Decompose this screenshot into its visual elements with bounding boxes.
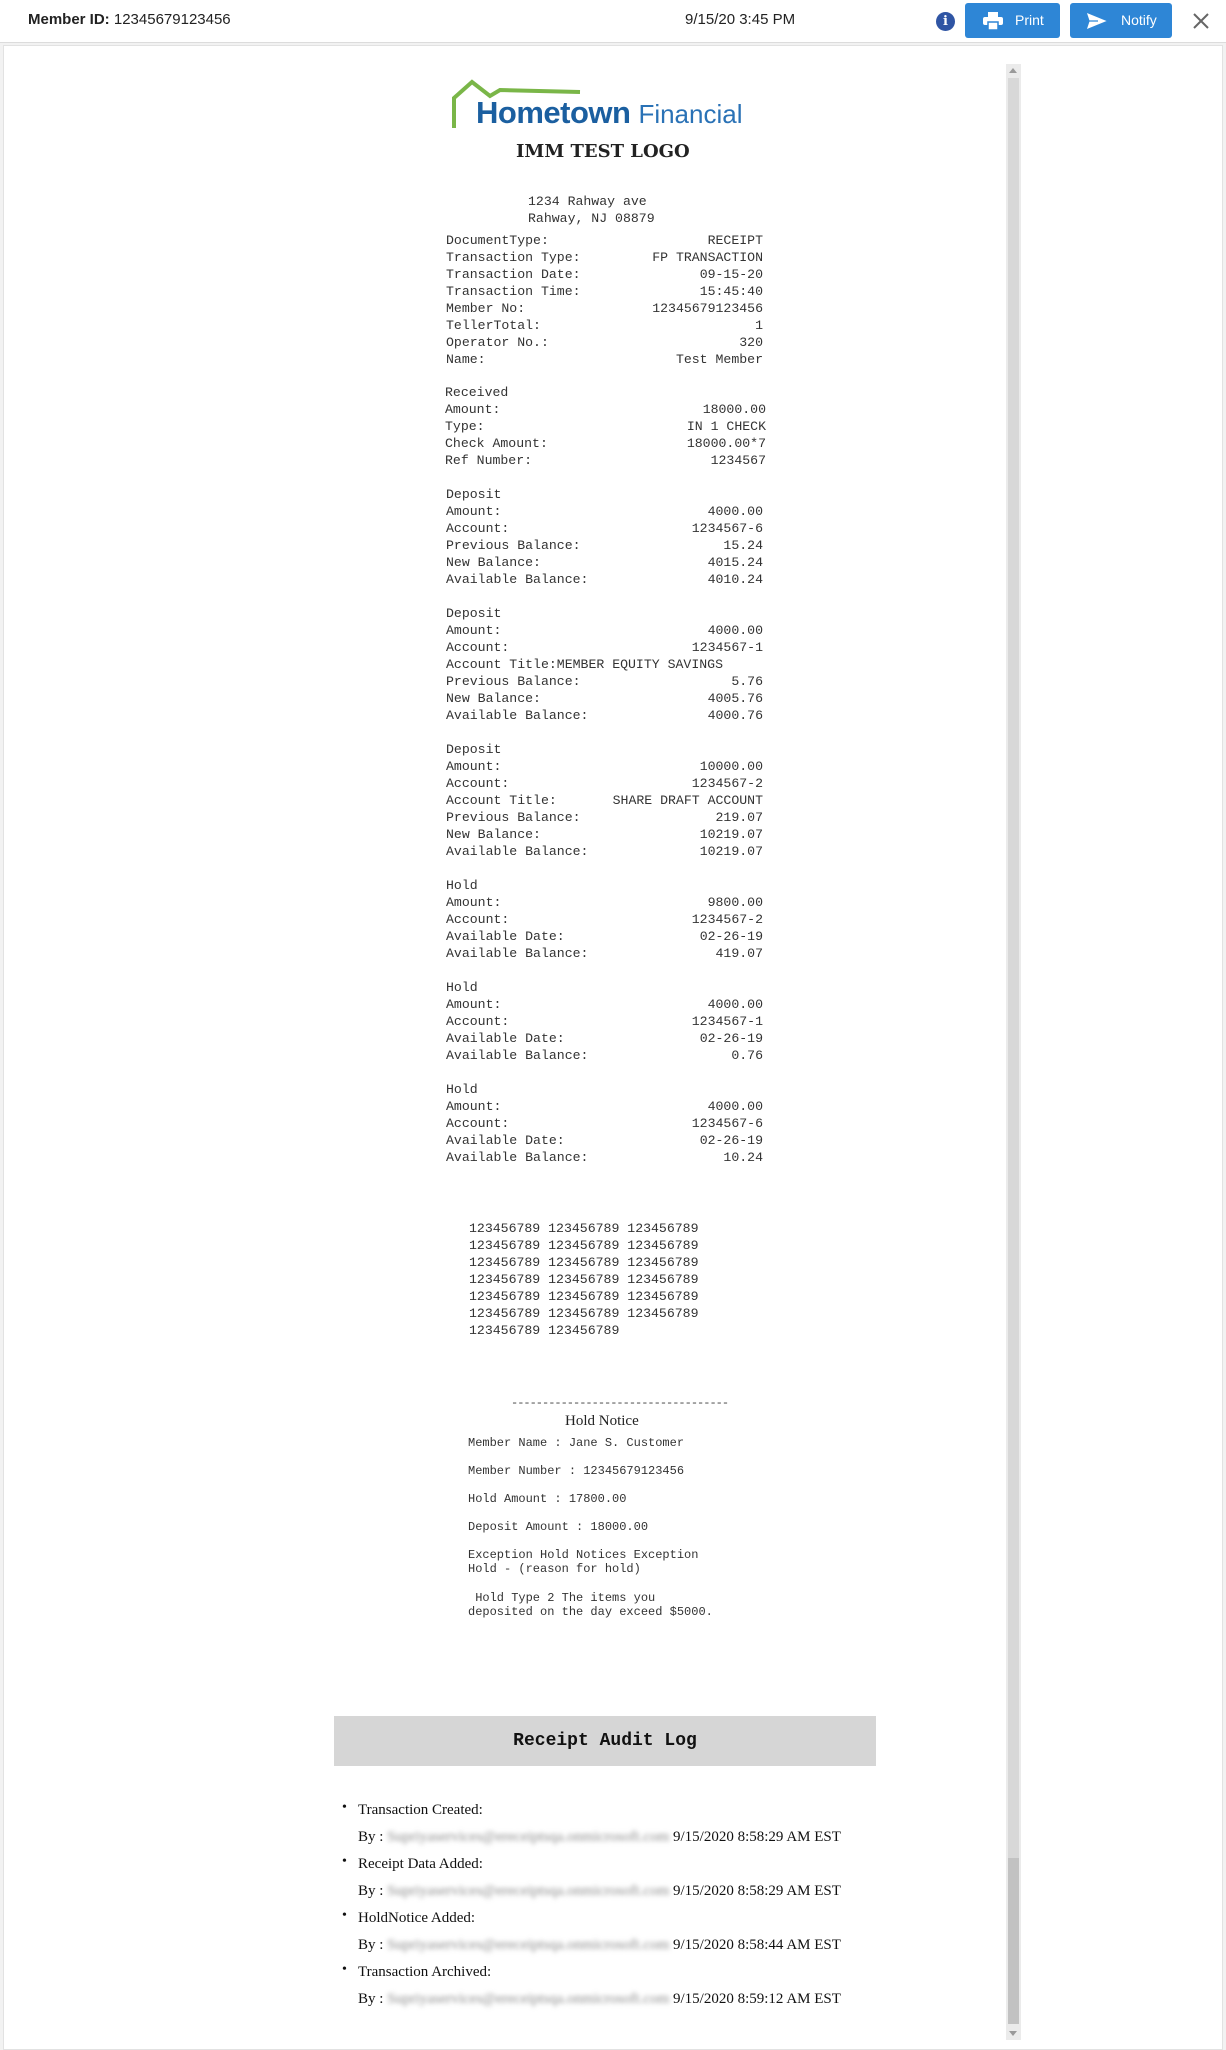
scroll-down-arrow[interactable] <box>1009 2031 1017 2036</box>
receipt-value: 419.07 <box>715 946 763 961</box>
audit-event-title: Transaction Created: <box>358 1802 483 1818</box>
receipt-line <box>445 401 766 418</box>
scroll-thumb[interactable] <box>1008 1858 1019 2024</box>
receipt-line <box>446 1098 763 1115</box>
notify-button[interactable] <box>1070 3 1172 38</box>
receipt-line <box>446 605 763 622</box>
receipt-label: Amount: <box>445 402 501 417</box>
audit-timestamp: 9/15/2020 8:58:29 AM EST <box>673 1883 841 1899</box>
bullet-icon: • <box>342 1800 347 1815</box>
branch-address <box>528 193 655 227</box>
receipt-line <box>446 894 763 911</box>
receipt-line <box>446 826 763 843</box>
hold-section <box>446 1081 763 1166</box>
audit-event-detail <box>358 1937 841 1954</box>
receipt-value: 18000.00 <box>702 402 766 417</box>
receipt-line <box>446 673 763 690</box>
receipt-value: 10219.07 <box>699 844 763 859</box>
receipt-label: Account: <box>446 1116 510 1131</box>
receipt-label: New Balance: <box>446 691 541 706</box>
number-block <box>469 1220 699 1339</box>
received-section <box>445 384 766 469</box>
deposit-section <box>446 741 763 860</box>
receipt-line <box>446 911 763 928</box>
receipt-line <box>446 351 763 368</box>
receipt-label: Operator No.: <box>446 335 549 350</box>
member-id <box>28 11 231 28</box>
hold-notice-type: deposited on the day exceed $5000. <box>468 1605 713 1619</box>
receipt-value: 320 <box>739 335 763 350</box>
audit-timestamp: 9/15/2020 8:58:29 AM EST <box>673 1829 841 1845</box>
top-bar <box>0 0 1226 43</box>
receipt-value: 09-15-20 <box>699 267 763 282</box>
receipt-value: Test Member <box>675 352 763 367</box>
receipt-line <box>446 877 763 894</box>
receipt-line <box>445 384 766 401</box>
receipt-label: Account Title: <box>446 793 557 808</box>
receipt-label: Available Balance: <box>446 708 589 723</box>
receipt-label: DocumentType: <box>446 233 549 248</box>
receipt-value: 02-26-19 <box>699 1031 763 1046</box>
receipt-value: 18000.00*7 <box>686 436 766 451</box>
receipt-label: Name: <box>446 352 486 367</box>
receipt-label: Hold <box>446 1082 478 1097</box>
receipt-value: 0.76 <box>731 1048 763 1063</box>
receipt-line <box>446 554 763 571</box>
hold-notice-exception: Exception Hold Notices Exception <box>468 1548 699 1562</box>
receipt-label: New Balance: <box>446 555 541 570</box>
receipt-line <box>446 300 763 317</box>
receipt-line <box>446 690 763 707</box>
receipt-value: 02-26-19 <box>699 929 763 944</box>
member-id-value: 12345679123456 <box>113 11 231 28</box>
receipt-value: 10000.00 <box>699 759 763 774</box>
audit-user-email: Supriyaservices@ereceiptsqa.onmicrosoft.com <box>387 1937 670 1953</box>
receipt-value: 02-26-19 <box>699 1133 763 1148</box>
receipt-label: Previous Balance: <box>446 538 581 553</box>
notify-label: Notify <box>1121 12 1157 28</box>
logo-brand-light: Financial <box>638 99 743 129</box>
receipt-value: 15.24 <box>723 538 763 553</box>
receipt-label: New Balance: <box>446 827 541 842</box>
receipt-label: Transaction Type: <box>446 250 581 265</box>
receipt-line <box>446 1132 763 1149</box>
scroll-track[interactable] <box>1008 78 1019 1858</box>
receipt-label: Ref Number: <box>445 453 533 468</box>
receipt-line <box>446 1013 763 1030</box>
receipt-line <box>445 435 766 452</box>
receipt-line <box>446 1149 763 1166</box>
hold-notice-divider: ----------------------------------- <box>511 1396 729 1410</box>
printer-icon <box>983 12 1003 30</box>
number-line: 123456789 123456789 123456789 <box>469 1221 699 1236</box>
audit-by-prefix: By : <box>358 1937 384 1953</box>
receipt-line <box>446 809 763 826</box>
receipt-label: Available Date: <box>446 1031 565 1046</box>
receipt-label: Transaction Time: <box>446 284 581 299</box>
receipt-value: 1234567-2 <box>691 912 763 927</box>
receipt-line <box>446 1115 763 1132</box>
receipt-value: 1234567-6 <box>691 521 763 536</box>
receipt-line <box>446 639 763 656</box>
bullet-icon: • <box>342 1962 347 1977</box>
receipt-label: Hold <box>446 980 478 995</box>
receipt-line <box>446 843 763 860</box>
receipt-line <box>446 792 763 809</box>
receipt-value: 4005.76 <box>707 691 763 706</box>
receipt-label: Account: <box>446 912 510 927</box>
hold-section <box>446 979 763 1064</box>
receipt-label: Available Balance: <box>446 1048 589 1063</box>
receipt-line <box>446 317 763 334</box>
receipt-value: 10219.07 <box>699 827 763 842</box>
receipt-value: SHARE DRAFT ACCOUNT <box>612 793 763 808</box>
receipt-line <box>446 996 763 1013</box>
receipt-line <box>446 283 763 300</box>
bullet-icon: • <box>342 1854 347 1869</box>
receipt-label: Account: <box>446 776 510 791</box>
print-button[interactable] <box>965 3 1060 38</box>
receipt-label: Account: <box>446 1014 510 1029</box>
receipt-label: Amount: <box>446 895 502 910</box>
receipt-line <box>446 945 763 962</box>
audit-event-detail <box>358 1991 841 2008</box>
receipt-value: 1234567-1 <box>691 640 763 655</box>
receipt-label: Deposit <box>446 487 502 502</box>
receipt-line <box>446 486 763 503</box>
receipt-line <box>445 418 766 435</box>
hold-notice-type: Hold Type 2 The items you <box>468 1591 656 1605</box>
receipt-value: 1234567-1 <box>691 1014 763 1029</box>
hold-notice-deposit-amount: Deposit Amount : 18000.00 <box>468 1520 649 1534</box>
audit-user-email: Supriyaservices@ereceiptsqa.onmicrosoft.com <box>387 1829 670 1845</box>
audit-by-prefix: By : <box>358 1883 384 1899</box>
receipt-label: Available Balance: <box>446 1150 589 1165</box>
audit-event-title: HoldNotice Added: <box>358 1910 476 1926</box>
audit-event-detail <box>358 1883 841 1900</box>
receipt-label: Member No: <box>446 301 526 316</box>
receipt-label: Check Amount: <box>445 436 548 451</box>
hold-notice-member-number: Member Number : 12345679123456 <box>468 1464 685 1478</box>
receipt-label: Deposit <box>446 742 502 757</box>
receipt-label: Available Balance: <box>446 844 589 859</box>
receipt-line <box>446 537 763 554</box>
receipt-line <box>446 656 763 673</box>
logo-subtitle: IMM TEST LOGO <box>516 141 690 162</box>
receipt-line <box>446 232 763 249</box>
address-line: Rahway, NJ 08879 <box>528 211 655 226</box>
scroll-up-arrow[interactable] <box>1009 68 1017 73</box>
receipt-label: Amount: <box>446 504 502 519</box>
number-line: 123456789 123456789 123456789 <box>469 1306 699 1321</box>
audit-event-detail <box>358 1829 841 1846</box>
audit-by-prefix: By : <box>358 1829 384 1845</box>
receipt-label: Account: <box>446 521 510 536</box>
audit-event-title: Receipt Data Added: <box>358 1856 483 1872</box>
receipt-line <box>446 1081 763 1098</box>
member-id-label: Member ID: <box>28 11 110 28</box>
audit-user-email: Supriyaservices@ereceiptsqa.onmicrosoft.com <box>387 1883 670 1899</box>
receipt-label: Available Balance: <box>446 572 589 587</box>
receipt-label: Amount: <box>446 759 502 774</box>
receipt-value: 5.76 <box>731 674 763 689</box>
receipt-value: 1 <box>755 318 763 333</box>
receipt-label: Available Balance: <box>446 946 589 961</box>
receipt-value: 15:45:40 <box>699 284 763 299</box>
deposit-section <box>446 605 763 724</box>
receipt-label: Type: <box>445 419 485 434</box>
transaction-header <box>446 232 763 368</box>
receipt-value: 4000.00 <box>707 504 763 519</box>
receipt-value: 9800.00 <box>707 895 763 910</box>
number-line: 123456789 123456789 123456789 <box>469 1289 699 1304</box>
receipt-label: Available Date: <box>446 1133 565 1148</box>
number-line: 123456789 123456789 123456789 <box>469 1272 699 1287</box>
receipt-value: 4010.24 <box>707 572 763 587</box>
audit-event-title: Transaction Archived: <box>358 1964 492 1980</box>
receipt-line <box>446 741 763 758</box>
hold-notice-exception: Hold - (reason for hold) <box>468 1562 641 1576</box>
receipt-label: Previous Balance: <box>446 810 581 825</box>
audit-user-email: Supriyaservices@ereceiptsqa.onmicrosoft.com <box>387 1991 670 2007</box>
receipt-line <box>445 452 766 469</box>
receipt-line <box>446 775 763 792</box>
receipt-line <box>446 571 763 588</box>
receipt-value: 219.07 <box>715 810 763 825</box>
logo-wordmark <box>476 95 743 131</box>
receipt-line <box>446 503 763 520</box>
receipt-value: 4015.24 <box>707 555 763 570</box>
receipt-line <box>446 1030 763 1047</box>
receipt-label: Received <box>445 385 509 400</box>
receipt-value: 4000.76 <box>707 708 763 723</box>
deposit-section <box>446 486 763 588</box>
receipt-label: TellerTotal: <box>446 318 541 333</box>
audit-log-title: Receipt Audit Log <box>334 1716 876 1766</box>
print-label: Print <box>1015 12 1044 28</box>
receipt-line <box>446 622 763 639</box>
receipt-label: Account: <box>446 640 510 655</box>
receipt-value: 4000.00 <box>707 1099 763 1114</box>
audit-by-prefix: By : <box>358 1991 384 2007</box>
hold-notice-title: Hold Notice <box>565 1413 639 1429</box>
bullet-icon: • <box>342 1908 347 1923</box>
receipt-label: Amount: <box>446 1099 502 1114</box>
number-line: 123456789 123456789 <box>469 1323 620 1338</box>
hold-notice-member-name: Member Name : Jane S. Customer <box>468 1436 685 1450</box>
receipt-value: 4000.00 <box>707 623 763 638</box>
number-line: 123456789 123456789 123456789 <box>469 1238 699 1253</box>
receipt-label: Hold <box>446 878 478 893</box>
receipt-value: 1234567-6 <box>691 1116 763 1131</box>
receipt-label: Amount: <box>446 997 502 1012</box>
receipt-label: Available Date: <box>446 929 565 944</box>
receipt-line <box>446 979 763 996</box>
audit-timestamp: 9/15/2020 8:58:44 AM EST <box>673 1937 841 1953</box>
receipt-datetime: 9/15/20 3:45 PM <box>685 11 796 28</box>
receipt-value: 10.24 <box>723 1150 763 1165</box>
receipt-line <box>446 928 763 945</box>
receipt-label: Amount: <box>446 623 502 638</box>
receipt-value: 4000.00 <box>707 997 763 1012</box>
hold-section <box>446 877 763 962</box>
info-icon[interactable]: i <box>936 12 955 31</box>
receipt-line <box>446 1047 763 1064</box>
close-icon[interactable] <box>1190 10 1212 32</box>
receipt-value: RECEIPT <box>707 233 763 248</box>
receipt-value: 1234567 <box>710 453 766 468</box>
receipt-value: 12345679123456 <box>652 301 763 316</box>
number-line: 123456789 123456789 123456789 <box>469 1255 699 1270</box>
hold-notice-hold-amount: Hold Amount : 17800.00 <box>468 1492 627 1506</box>
logo-brand-bold: Hometown <box>476 95 631 130</box>
receipt-line <box>446 758 763 775</box>
receipt-line <box>446 334 763 351</box>
address-line: 1234 Rahway ave <box>528 194 647 209</box>
send-icon <box>1086 12 1108 30</box>
receipt-label: Account Title:MEMBER EQUITY SAVINGS <box>446 657 723 672</box>
receipt-line <box>446 266 763 283</box>
scrollbar[interactable] <box>1006 64 1021 2040</box>
receipt-label: Transaction Date: <box>446 267 581 282</box>
receipt-value: FP TRANSACTION <box>652 250 763 265</box>
receipt-value: IN 1 CHECK <box>686 419 766 434</box>
receipt-line <box>446 707 763 724</box>
receipt-label: Deposit <box>446 606 502 621</box>
receipt-line <box>446 520 763 537</box>
receipt-value: 1234567-2 <box>691 776 763 791</box>
audit-timestamp: 9/15/2020 8:59:12 AM EST <box>673 1991 841 2007</box>
bank-logo <box>450 78 760 134</box>
receipt-label: Previous Balance: <box>446 674 581 689</box>
receipt-line <box>446 249 763 266</box>
